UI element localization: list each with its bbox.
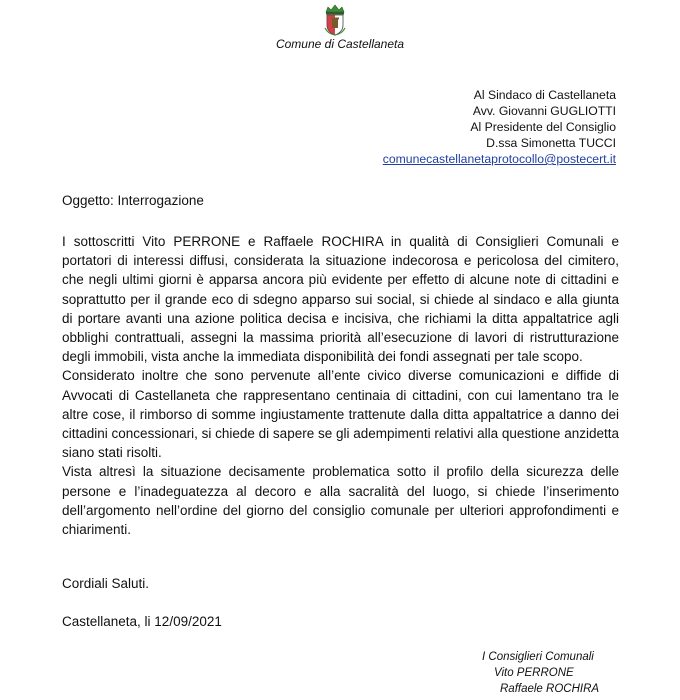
recipient-line: Avv. Giovanni GUGLIOTTI (472, 104, 616, 118)
municipal-crest-icon (322, 4, 348, 36)
body-paragraph: Vista altresì la situazione decisamente problematica sotto il profilo della sicurezza delle persone e l’inadeguatezza al decoro e alla sacralità del luogo, si chiede l’inserimento dell’argomento nell’ordine del giorno del consiglio comunale per ulteriori approfondimenti e chiarimenti. (62, 464, 619, 538)
municipality-name: Comune di Castellaneta (275, 37, 405, 51)
signatory-name: Raffaele ROCHIRA (500, 683, 600, 695)
body-paragraph: I sottoscritti Vito PERRONE e Raffaele ROCHIRA in qualità di Consiglieri Comunali e portatori di interessi diffusi, considerata la situazione indecorosa e pericolosa del cimitero, che negli ultimi giorni è apparsa ancora più evidente per effetto di alcune note di cittadini e soprattutto per il grande eco di sdegno apparso sui social, si chiede al sindaco e alla giunta di portare avanti una azione politica decisa e incisiva, che richiami la ditta appaltatrice agli obblighi contrattuali, assegni la massima priorità all’esecuzione di lavori di ristrutturazione degli immobili, vista anche la immediata disponibilità dei fondi assegnati per tale scopo. (62, 234, 619, 365)
signatories-block (482, 649, 599, 697)
recipient-email-link[interactable]: comunecastellanetaprotocollo@postecert.it (382, 152, 616, 166)
signatories-title: I Consiglieri Comunali (482, 651, 594, 663)
letter-subject: Oggetto: Interrogazione (62, 193, 204, 208)
letter-body (62, 232, 619, 539)
signatory-name: Vito PERRONE (494, 667, 574, 679)
body-paragraph: Considerato inoltre che sono pervenute all’ente civico diverse comunicazioni e diffide di Avvocati di Castellaneta che rappresentano centinaia di cittadini, con cui lamentano tra le altre cose, il rimborso di somme ingiustamente trattenute dalla ditta appaltatrice a danno dei cittadini concessionari, si chiede di sapere se gli adempimenti relativi alla questione anzidetta siano stati risolti. (62, 368, 619, 461)
recipient-line: Al Sindaco di Castellaneta (473, 88, 616, 102)
recipient-line: D.ssa Simonetta TUCCI (486, 136, 616, 150)
place-and-date: Castellaneta, li 12/09/2021 (62, 614, 222, 629)
letter-closing: Cordiali Saluti. (62, 576, 150, 591)
recipients-block (383, 87, 616, 167)
recipient-line: Al Presidente del Consiglio (470, 120, 616, 134)
